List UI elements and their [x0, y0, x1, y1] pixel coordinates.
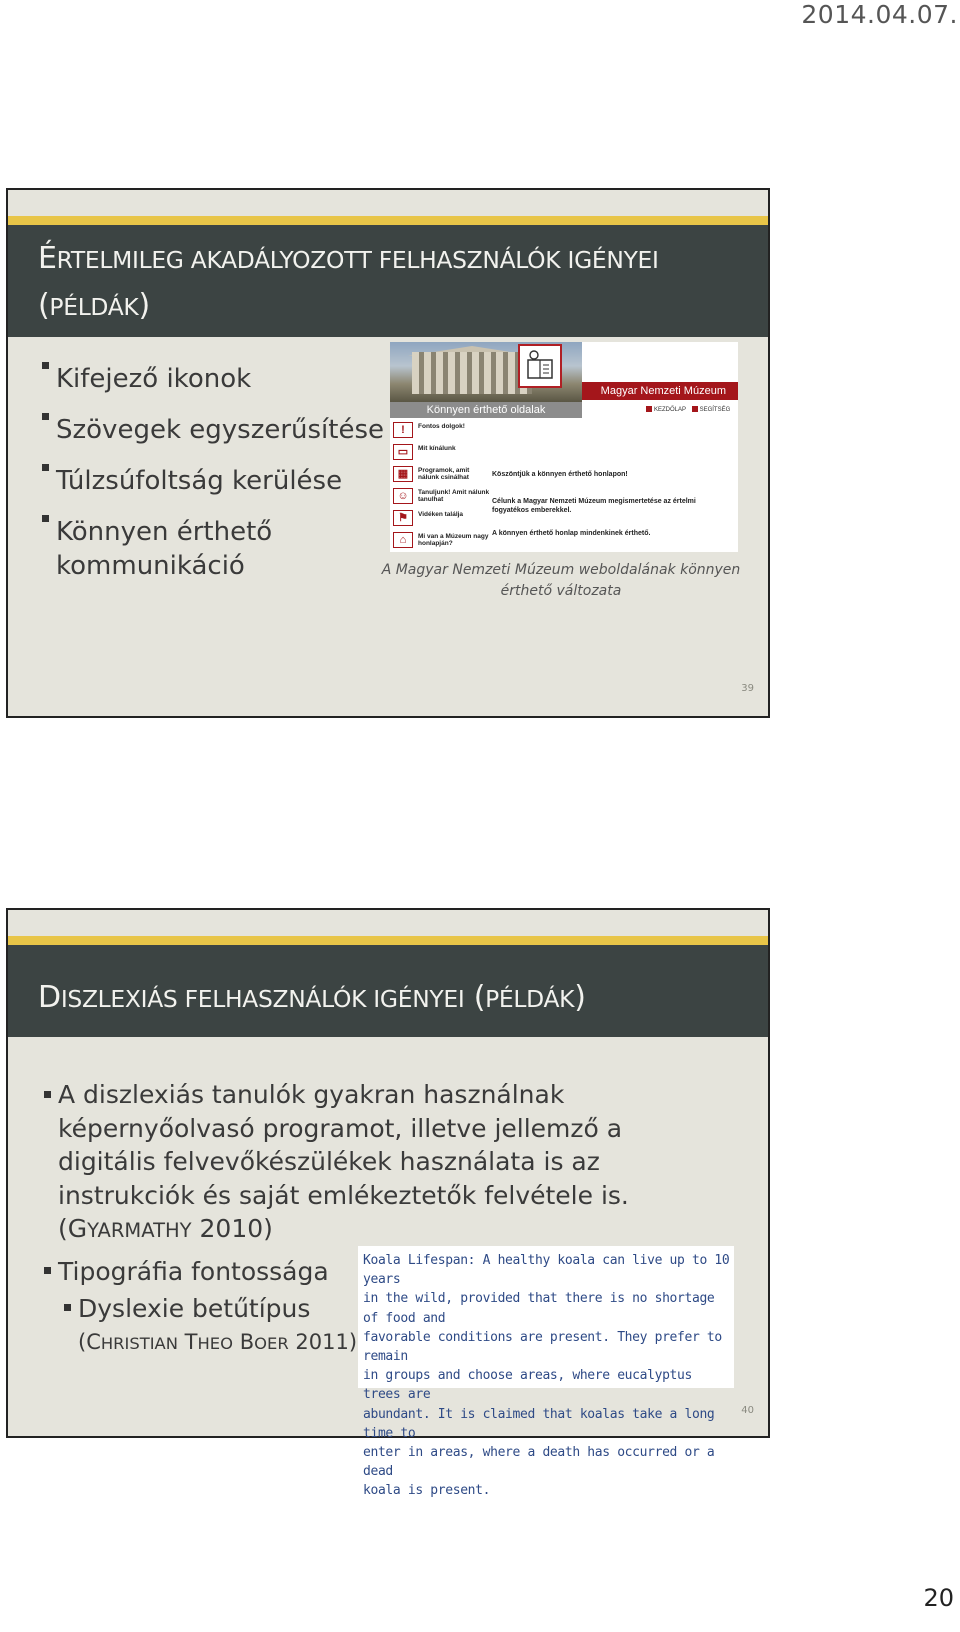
cite-part: (C: [78, 1329, 101, 1354]
people-icon: ☺: [393, 488, 413, 504]
cite-part: OER: [254, 1333, 289, 1353]
title-paren-close: ): [138, 288, 150, 323]
title-line-2: [38, 283, 768, 330]
bullet-item: [40, 464, 384, 498]
menu-item: [390, 530, 490, 552]
sample-line: Koala Lifespan: A healthy koala can live up to 10 years: [363, 1253, 730, 1288]
nav-square-icon: [692, 406, 698, 412]
bullet-text: Szövegek egyszerűsítése: [56, 415, 385, 445]
bullet-line: instrukciók és saját emlékeztetők felvétele is.: [58, 1180, 629, 1210]
menu-label: Mit kínálunk: [418, 445, 456, 452]
welcome-text: Köszöntjük a könnyen érthető honlapon!: [492, 471, 628, 478]
sample-line: enter in areas, where a death has occurred or a dead: [363, 1445, 715, 1480]
bullet-text: Kifejező ikonok: [56, 364, 252, 394]
title-text: RTELMILEG AKADÁLYOZOTT FELHASZNÁLÓK IGÉNYEI: [56, 246, 659, 274]
cite-part: HRISTIAN: [100, 1333, 178, 1353]
bullet-text: Tipográfia fontossága: [58, 1256, 329, 1286]
everyone-text: A könnyen érthető honlap mindenkinek érthető.: [492, 530, 651, 537]
bullet-line: A diszlexiás tanulók gyakran használnak: [58, 1080, 565, 1109]
sample-line: favorable conditions are present. They prefer to remain: [363, 1329, 722, 1365]
page-number: 20: [923, 1584, 954, 1612]
image-caption: A Magyar Nemzeti Múzeum weboldalának könnyen érthető változata: [381, 562, 741, 599]
building-icon: ▭: [393, 444, 413, 460]
map-icon: ⚑: [393, 510, 413, 526]
menu-label: Programok, amit nálunk csinálhat: [418, 467, 470, 481]
menu-item: [390, 508, 490, 530]
menu-item: [390, 464, 490, 486]
menu-item: [390, 442, 490, 464]
dyslexie-font-sample: [358, 1246, 734, 1499]
slide-number: 40: [741, 1405, 754, 1416]
cite-part: HEO: [197, 1333, 234, 1353]
goal-text: Célunk a Magyar Nemzeti Múzeum megismertetése az értelmi fogyatékos emberekkel.: [492, 498, 696, 514]
menu-label: Mi van a Múzeum nagy honlapján?: [418, 533, 489, 547]
nav-square-icon: [646, 406, 652, 412]
bullet-item: [40, 362, 384, 396]
calendar-icon: ▦: [393, 466, 413, 482]
exclamation-icon: !: [393, 422, 413, 438]
easy-read-icon: [518, 344, 562, 388]
title-examples: PÉLDÁK: [49, 293, 139, 321]
menu-label: Fontos dolgok!: [418, 423, 465, 430]
easy-read-bar: Könnyen érthető oldalak: [390, 402, 582, 418]
sample-line: in groups and choose areas, where eucalyptus trees are: [363, 1368, 692, 1403]
slide-title: [8, 945, 768, 1037]
accent-bar: [8, 216, 768, 225]
cite-part: T: [177, 1329, 198, 1354]
citation-author: YARMATHY: [87, 1219, 192, 1242]
sample-line: koala is present.: [363, 1483, 491, 1499]
slide-title: [8, 225, 768, 337]
bullet-item: [40, 515, 384, 583]
title-paren-open: (: [464, 980, 486, 1015]
museum-menu: [390, 420, 490, 552]
menu-label: Vidéken találja: [418, 511, 464, 518]
sample-line: in the wild, provided that there is no shortage of food and: [363, 1291, 715, 1326]
sample-line: abundant. It is claimed that koalas take a long time to: [363, 1406, 715, 1441]
bullet-list: [40, 362, 384, 583]
museum-content: [492, 470, 732, 546]
menu-item: [390, 420, 490, 442]
citation-year: 2010): [191, 1214, 273, 1243]
museum-name-bar: Magyar Nemzeti Múzeum: [582, 382, 738, 400]
bullet-item: [40, 413, 384, 447]
cite-part: B: [233, 1329, 255, 1354]
page-date: 2014.04.07.: [801, 0, 958, 29]
museum-website-screenshot: [390, 342, 738, 552]
bullet-line: képernyőolvasó programot, illetve jellemző a: [58, 1113, 623, 1143]
title-text: ISZLEXIÁS FELHASZNÁLÓK IGÉNYEI: [60, 985, 465, 1013]
title-paren-open: (: [38, 288, 50, 323]
bullet-item: [42, 1078, 642, 1248]
menu-item: [390, 486, 490, 508]
museum-columns: [412, 352, 532, 394]
title-line-1: [38, 236, 768, 283]
menu-label: Tanuljunk! Amit nálunk tanulhat: [418, 489, 490, 503]
title-paren-close: ): [574, 980, 586, 1015]
title-initial: É: [38, 241, 57, 276]
sub-bullet-text: Dyslexie betűtípus: [78, 1293, 311, 1323]
title-examples: PÉLDÁK: [485, 985, 575, 1013]
bullet-text: Könnyen érthető: [56, 517, 273, 547]
accent-bar: [8, 936, 768, 945]
bullet-line: digitális felvevőkészülékek használata is az: [58, 1147, 600, 1176]
nav-help-link: SEGÍTSÉG: [699, 407, 731, 413]
title-initial: D: [38, 980, 61, 1015]
bullet-text: Túlzsúfoltság kerülése: [56, 466, 343, 496]
cite-part: 2011): [288, 1329, 358, 1354]
citation-open: (G: [58, 1214, 88, 1243]
museum-icon: ⌂: [393, 532, 413, 548]
nav-home-link: KEZDŐLAP: [654, 407, 686, 413]
museum-top-nav: [646, 404, 730, 416]
bullet-text-continued: kommunikáció: [56, 551, 245, 581]
slide-number: 39: [741, 683, 754, 694]
